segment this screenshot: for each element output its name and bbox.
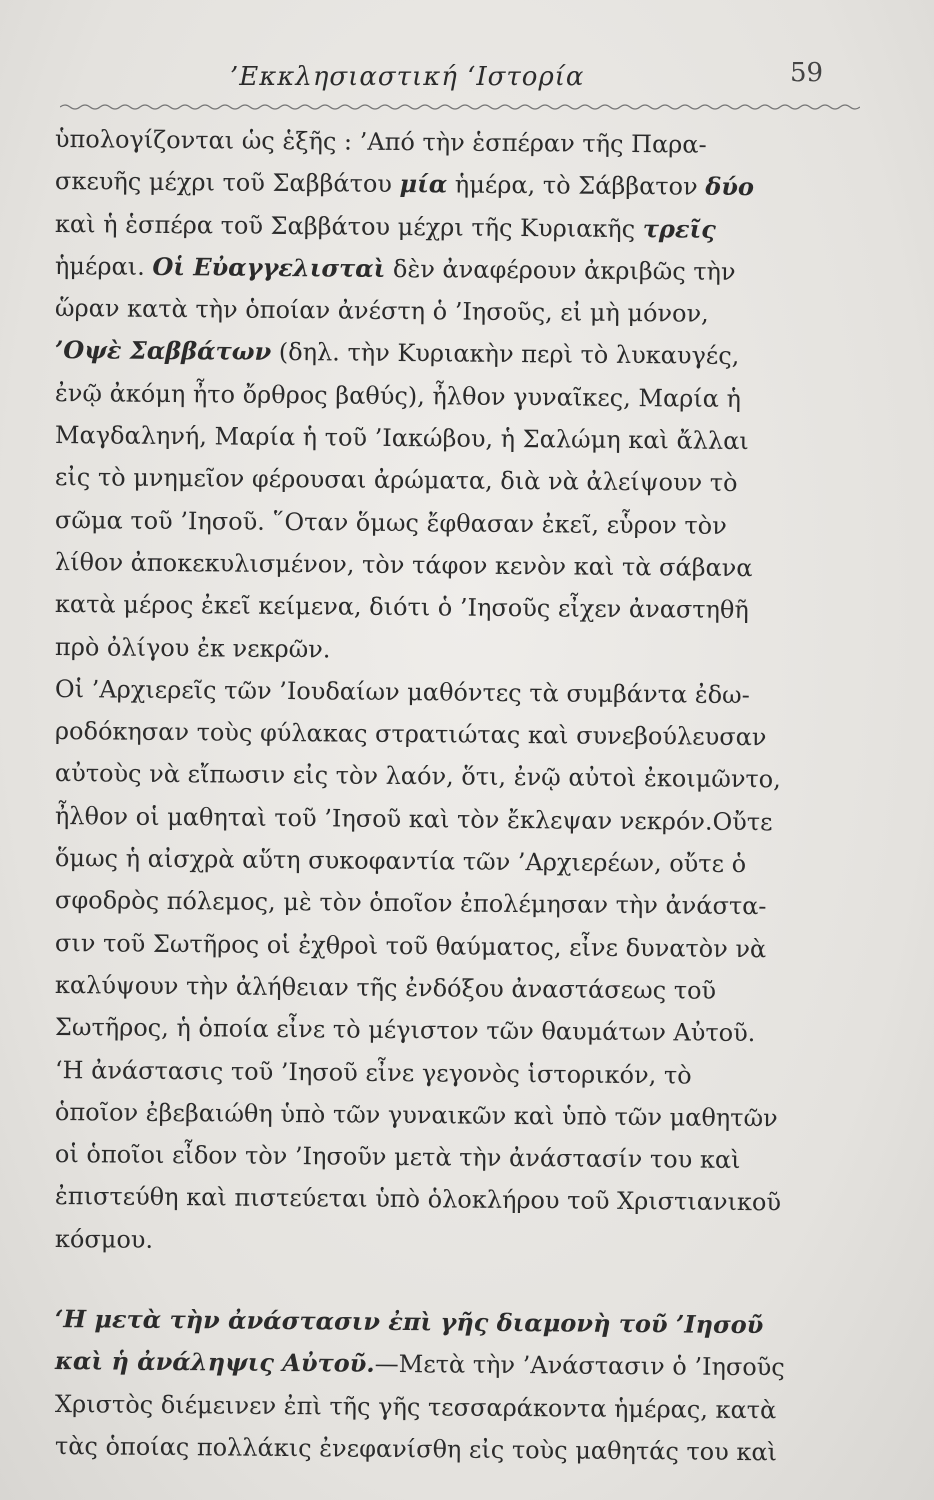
text-run: ὁποῖον ἐβεβαιώθη ὑπὸ τῶν γυναικῶν καὶ ὑπὸ τῶν μαθητῶν: [54, 1097, 778, 1133]
text-run: ἐνῷ ἀκόμη ἦτο ὄρθρος βαθύς), ἦλθον γυναῖκες, Μαρία ἡ: [54, 378, 742, 413]
text-line: [55, 1049, 855, 1098]
paragraph-resurrection-timing: [55, 118, 855, 668]
text-run: σκευῆς μέχρι τοῦ Σαββάτου: [54, 167, 400, 199]
text-line: [55, 541, 855, 590]
text-line: [55, 1383, 855, 1432]
page-header: [0, 58, 934, 98]
text-run: καλύψουν τὴν ἀλήθειαν τῆς ἐνδόξου ἀναστάσεως τοῦ: [54, 970, 717, 1005]
paragraph-historical-event: [55, 1049, 855, 1260]
text-line: [55, 668, 855, 717]
emphasis-text: μία: [399, 169, 448, 199]
text-run: Οἱ ’Αρχιερεῖς τῶν ’Ιουδαίων μαθόντες τὰ συμβάντα ἐδω-: [54, 674, 750, 709]
text-run: τὰς ὁποίας πολλάκις ἐνεφανίσθη εἰς τοὺς μαθητάς του καὶ: [54, 1431, 778, 1467]
paragraph-high-priests: [55, 668, 855, 1049]
text-run: καὶ ἡ ἑσπέρα τοῦ Σαββάτου μέχρι τῆς Κυριακῆς: [54, 209, 643, 243]
text-run: ὅμως ἡ αἰσχρὰ αὕτη συκοφαντία τῶν ’Αρχιερέων, οὔτε ὁ: [54, 844, 747, 879]
text-line: [55, 118, 855, 167]
text-line: [55, 1425, 855, 1474]
text-line: [55, 1133, 855, 1182]
text-line: [55, 710, 855, 759]
text-line: [55, 583, 855, 632]
text-line: [55, 1006, 855, 1055]
text-run: κατὰ μέρος ἐκεῖ κείμενα, διότι ὁ ’Ιησοῦς εἶχεν ἀναστηθῆ: [54, 590, 749, 625]
text-run: ‘Η ἀνάστασις τοῦ ’Ιησοῦ εἶνε γεγονὸς ἱστορικόν, τὸ: [54, 1055, 692, 1090]
text-line: [55, 837, 855, 886]
emphasis-text: καὶ ἡ ἀνάληψις Αὐτοῦ.: [54, 1346, 375, 1379]
text-line: [55, 1298, 855, 1347]
text-run: πρὸ ὀλίγου ἐκ νεκρῶν.: [54, 632, 331, 663]
text-line: [55, 964, 855, 1013]
paragraph-ascension-section: [55, 1298, 855, 1467]
text-run: οἱ ὁποῖοι εἶδον τὸν ’Ιησοῦν μετὰ τὴν ἀνάστασίν του καὶ: [54, 1140, 741, 1175]
text-line: [55, 245, 855, 294]
text-run: κόσμου.: [54, 1224, 154, 1254]
text-run: Χριστὸς διέμεινεν ἐπὶ τῆς γῆς τεσσαράκοντα ἡμέρας, κατὰ: [54, 1389, 777, 1424]
text-line: [55, 922, 855, 971]
emphasis-text: Οἱ Εὐαγγελισταὶ: [152, 251, 386, 283]
text-run: Σωτῆρος, ἡ ὁποία εἶνε τὸ μέγιστον τῶν θαυμάτων Αὐτοῦ.: [54, 1013, 756, 1048]
text-run: ἐπιστεύθη καὶ πιστεύεται ὑπὸ ὁλοκλήρου τοῦ Χριστιανικοῦ: [54, 1182, 782, 1217]
text-run: δὲν ἀναφέρουν ἀκριβῶς τὴν: [385, 254, 736, 286]
text-line: [55, 499, 855, 548]
text-line: [55, 456, 855, 505]
text-run: —Μετὰ τὴν ’Ανάστασιν ὁ ’Ιησοῦς: [374, 1350, 785, 1382]
text-run: ὑπολογίζονται ὡς ἑξῆς : ’Από τὴν ἑσπέραν τῆς Παρα-: [54, 125, 707, 159]
emphasis-text: ’Οψὲ Σαββάτων: [54, 335, 272, 367]
emphasis-text: ‘Η μετὰ τὴν ἀνάστασιν ἐπὶ γῆς διαμονὴ τοῦ ’Ιησοῦ: [54, 1304, 764, 1340]
text-line: [55, 626, 855, 675]
header-wavy-rule: [60, 102, 860, 112]
text-line: [55, 160, 855, 209]
text-run: σιν τοῦ Σωτῆρος οἱ ἐχθροὶ τοῦ θαύματος, εἶνε δυνατὸν νὰ: [54, 928, 767, 963]
text-run: Μαγδαληνή, Μαρία ἡ τοῦ ’Ιακώβου, ἡ Σαλώμη καὶ ἄλλαι: [54, 421, 749, 456]
text-run: σῶμα τοῦ ’Ιησοῦ. ῞Οταν ὅμως ἔφθασαν ἐκεῖ, εὗρον τὸν: [54, 505, 727, 540]
body-text: [55, 118, 855, 1467]
emphasis-text: τρεῖς: [642, 213, 716, 244]
text-line: [55, 879, 855, 928]
text-line: [55, 752, 855, 801]
text-line: [55, 1175, 855, 1224]
text-run: (δηλ. τὴν Κυριακὴν περὶ τὸ λυκαυγές,: [271, 338, 740, 371]
text-line: [55, 1091, 855, 1140]
text-run: σφοδρὸς πόλεμος, μὲ τὸν ὁποῖον ἐπολέμησαν τὴν ἀνάστα-: [54, 886, 767, 921]
text-line: [55, 795, 855, 844]
text-run: ἡμέραι.: [54, 251, 153, 281]
text-run: ροδόκησαν τοὺς φύλακας στρατιώτας καὶ συνεβούλευσαν: [54, 717, 767, 752]
text-line: [55, 203, 855, 252]
text-line: [55, 414, 855, 463]
text-run: ὥραν κατὰ τὴν ὁποίαν ἀνέστη ὁ ’Ιησοῦς, εἰ μὴ μόνον,: [54, 294, 709, 328]
page-number: 59: [790, 58, 824, 88]
text-line: [55, 1340, 855, 1389]
text-line: [55, 1218, 855, 1267]
text-run: ἡμέρα, τὸ Σάββατον: [447, 170, 706, 201]
emphasis-text: δύο: [705, 171, 755, 202]
text-run: αὐτοὺς νὰ εἴπωσιν εἰς τὸν λαόν, ὅτι, ἐνῷ αὐτοὶ ἐκοιμῶντο,: [54, 759, 781, 794]
text-line: [55, 329, 855, 378]
text-run: εἰς τὸ μνημεῖον φέρουσαι ἀρώματα, διὰ νὰ ἀλείψουν τὸ: [54, 463, 738, 498]
text-run: ἦλθον οἱ μαθηταὶ τοῦ ’Ιησοῦ καὶ τὸν ἔκλεψαν νεκρόν.Οὔτε: [54, 801, 773, 837]
running-title: ’Εκκλησιαστική ‘Ιστορία: [230, 62, 585, 92]
text-run: λίθον ἀποκεκυλισμένον, τὸν τάφον κενὸν καὶ τὰ σάβανα: [54, 547, 753, 583]
text-line: [55, 372, 855, 421]
